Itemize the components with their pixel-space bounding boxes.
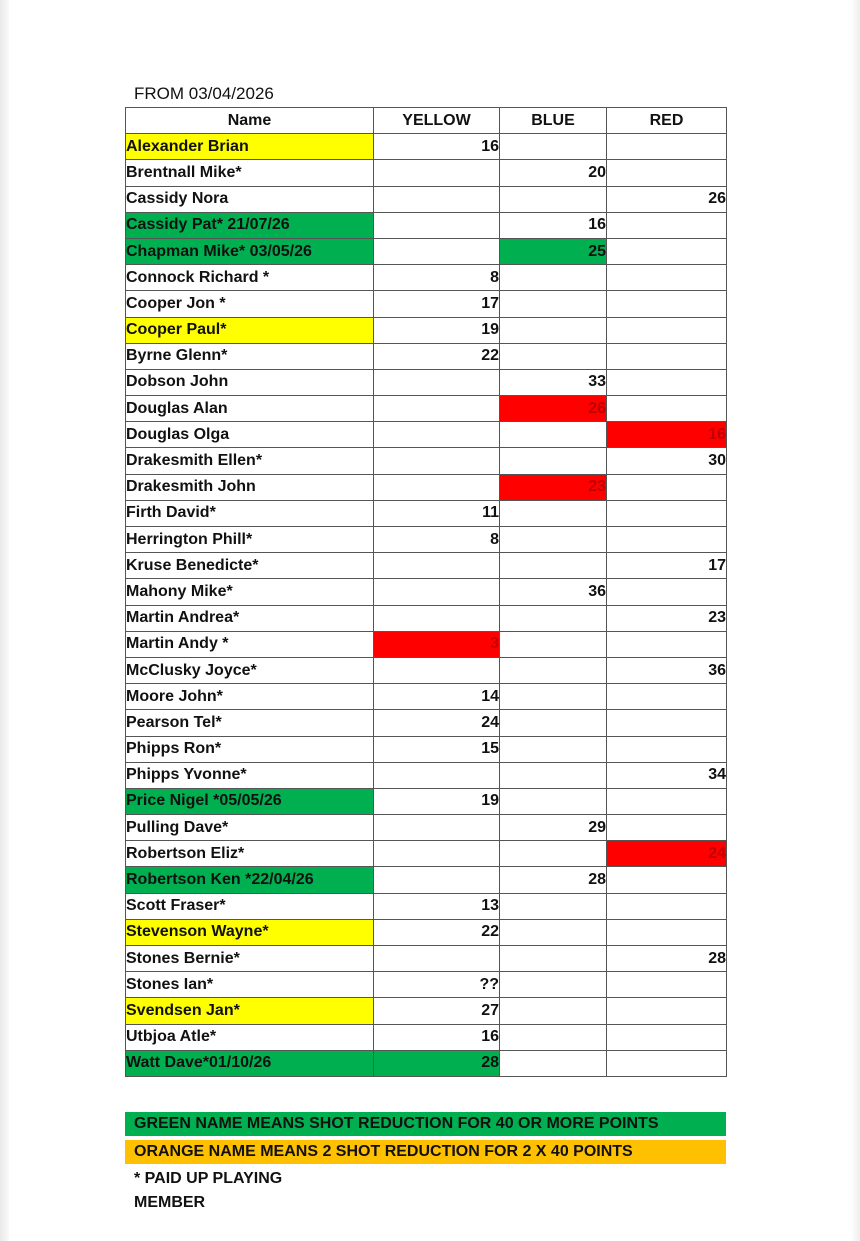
blue-handicap-cell — [500, 265, 607, 291]
blue-handicap-cell — [500, 631, 607, 657]
yellow-handicap-cell: 16 — [374, 1024, 500, 1050]
page-edge-left — [0, 0, 9, 1241]
blue-handicap-cell — [500, 762, 607, 788]
table-row — [126, 212, 727, 238]
column-header-red: RED — [607, 108, 727, 134]
blue-handicap-cell — [500, 972, 607, 998]
blue-handicap-cell — [500, 684, 607, 710]
blue-handicap-cell — [500, 893, 607, 919]
red-handicap-cell — [607, 369, 727, 395]
player-name-cell: Cooper Jon * — [126, 291, 374, 317]
table-row — [126, 186, 727, 212]
blue-handicap-cell: 33 — [500, 369, 607, 395]
player-name-cell: Moore John* — [126, 684, 374, 710]
red-handicap-cell — [607, 684, 727, 710]
red-handicap-cell — [607, 998, 727, 1024]
table-row — [126, 343, 727, 369]
player-name-cell: Herrington Phill* — [126, 527, 374, 553]
player-name-cell: Chapman Mike* 03/05/26 — [126, 238, 374, 264]
yellow-handicap-cell — [374, 396, 500, 422]
blue-handicap-cell — [500, 1024, 607, 1050]
player-name-cell: Brentnall Mike* — [126, 160, 374, 186]
blue-handicap-cell: 28 — [500, 867, 607, 893]
player-name-cell: Drakesmith Ellen* — [126, 448, 374, 474]
red-handicap-cell — [607, 317, 727, 343]
table-row — [126, 1024, 727, 1050]
yellow-handicap-cell — [374, 657, 500, 683]
player-name-cell: Connock Richard * — [126, 265, 374, 291]
player-name-cell: Douglas Alan — [126, 396, 374, 422]
red-handicap-cell — [607, 579, 727, 605]
table-row — [126, 238, 727, 264]
red-handicap-cell — [607, 212, 727, 238]
yellow-handicap-cell — [374, 605, 500, 631]
yellow-handicap-cell: 8 — [374, 527, 500, 553]
red-handicap-cell: 26 — [607, 186, 727, 212]
player-name-cell: Martin Andy * — [126, 631, 374, 657]
red-handicap-cell — [607, 788, 727, 814]
player-name-cell: Martin Andrea* — [126, 605, 374, 631]
red-handicap-cell — [607, 396, 727, 422]
green-legend: GREEN NAME MEANS SHOT REDUCTION FOR 40 OR MORE POINTS — [125, 1112, 726, 1136]
red-handicap-cell — [607, 134, 727, 160]
table-body — [126, 134, 727, 1077]
player-name-cell: Svendsen Jan* — [126, 998, 374, 1024]
from-date-label: FROM 03/04/2026 — [134, 84, 274, 103]
table-row — [126, 631, 727, 657]
player-name-cell: Phipps Yvonne* — [126, 762, 374, 788]
player-name-cell: Byrne Glenn* — [126, 343, 374, 369]
table-row — [126, 972, 727, 998]
player-name-cell: Dobson John — [126, 369, 374, 395]
yellow-handicap-cell: 22 — [374, 919, 500, 945]
yellow-handicap-cell — [374, 867, 500, 893]
red-handicap-cell — [607, 1024, 727, 1050]
red-handicap-cell — [607, 238, 727, 264]
handicap-table — [125, 107, 727, 1077]
yellow-handicap-cell: 19 — [374, 317, 500, 343]
red-handicap-cell: 28 — [607, 946, 727, 972]
red-handicap-cell — [607, 291, 727, 317]
blue-handicap-cell: 16 — [500, 212, 607, 238]
table-row — [126, 160, 727, 186]
yellow-handicap-cell: 14 — [374, 684, 500, 710]
table-row — [126, 946, 727, 972]
table-row — [126, 317, 727, 343]
player-name-cell: Watt Dave*01/10/26 — [126, 1050, 374, 1076]
red-handicap-cell — [607, 919, 727, 945]
table-row — [126, 474, 727, 500]
red-handicap-cell: 17 — [607, 553, 727, 579]
player-name-cell: Stones Ian* — [126, 972, 374, 998]
blue-handicap-cell — [500, 710, 607, 736]
table-row — [126, 998, 727, 1024]
red-handicap-cell — [607, 631, 727, 657]
blue-handicap-cell — [500, 553, 607, 579]
red-handicap-cell — [607, 527, 727, 553]
player-name-cell: Price Nigel *05/05/26 — [126, 788, 374, 814]
yellow-handicap-cell — [374, 448, 500, 474]
yellow-handicap-cell: 11 — [374, 500, 500, 526]
blue-handicap-cell — [500, 841, 607, 867]
table-row — [126, 762, 727, 788]
blue-handicap-cell — [500, 186, 607, 212]
red-handicap-cell: 24 — [607, 841, 727, 867]
yellow-handicap-cell: 13 — [374, 893, 500, 919]
page-edge-right — [852, 0, 860, 1241]
table-row — [126, 265, 727, 291]
yellow-handicap-cell — [374, 238, 500, 264]
yellow-handicap-cell: 27 — [374, 998, 500, 1024]
blue-handicap-cell: 23 — [500, 474, 607, 500]
yellow-handicap-cell: 22 — [374, 343, 500, 369]
red-handicap-cell — [607, 1050, 727, 1076]
blue-handicap-cell — [500, 527, 607, 553]
player-name-cell: Robertson Ken *22/04/26 — [126, 867, 374, 893]
table-row — [126, 710, 727, 736]
player-name-cell: Cassidy Nora — [126, 186, 374, 212]
player-name-cell: Cassidy Pat* 21/07/26 — [126, 212, 374, 238]
table-row — [126, 605, 727, 631]
table-row — [126, 134, 727, 160]
yellow-handicap-cell: 28 — [374, 1050, 500, 1076]
player-name-cell: Kruse Benedicte* — [126, 553, 374, 579]
table-row — [126, 815, 727, 841]
yellow-handicap-cell: 24 — [374, 710, 500, 736]
table-row — [126, 788, 727, 814]
red-handicap-cell — [607, 343, 727, 369]
blue-handicap-cell: 29 — [500, 815, 607, 841]
player-name-cell: Phipps Ron* — [126, 736, 374, 762]
table-row — [126, 553, 727, 579]
table-row — [126, 867, 727, 893]
blue-handicap-cell — [500, 317, 607, 343]
player-name-cell: Drakesmith John — [126, 474, 374, 500]
red-handicap-cell: 36 — [607, 657, 727, 683]
yellow-handicap-cell — [374, 815, 500, 841]
red-handicap-cell — [607, 265, 727, 291]
yellow-handicap-cell — [374, 474, 500, 500]
red-handicap-cell — [607, 160, 727, 186]
blue-handicap-cell — [500, 134, 607, 160]
table-row — [126, 736, 727, 762]
yellow-handicap-cell — [374, 946, 500, 972]
red-handicap-cell — [607, 474, 727, 500]
player-name-cell: Firth David* — [126, 500, 374, 526]
blue-handicap-cell — [500, 788, 607, 814]
table-row — [126, 291, 727, 317]
yellow-handicap-cell: ?? — [374, 972, 500, 998]
player-name-cell: McClusky Joyce* — [126, 657, 374, 683]
yellow-handicap-cell: 3 — [374, 631, 500, 657]
column-header-blue: BLUE — [500, 108, 607, 134]
yellow-handicap-cell: 16 — [374, 134, 500, 160]
blue-handicap-cell — [500, 448, 607, 474]
blue-handicap-cell — [500, 946, 607, 972]
yellow-handicap-cell — [374, 579, 500, 605]
red-handicap-cell — [607, 736, 727, 762]
yellow-handicap-cell — [374, 422, 500, 448]
blue-handicap-cell — [500, 422, 607, 448]
table-row — [126, 841, 727, 867]
table-row — [126, 500, 727, 526]
yellow-handicap-cell — [374, 369, 500, 395]
player-name-cell: Pulling Dave* — [126, 815, 374, 841]
player-name-cell: Pearson Tel* — [126, 710, 374, 736]
table-row — [126, 396, 727, 422]
table-header-row — [126, 108, 727, 134]
blue-handicap-cell — [500, 736, 607, 762]
yellow-handicap-cell: 17 — [374, 291, 500, 317]
red-handicap-cell — [607, 972, 727, 998]
blue-handicap-cell: 20 — [500, 160, 607, 186]
red-handicap-cell — [607, 500, 727, 526]
column-header-yellow: YELLOW — [374, 108, 500, 134]
table-row — [126, 579, 727, 605]
yellow-handicap-cell — [374, 762, 500, 788]
yellow-handicap-cell — [374, 186, 500, 212]
red-handicap-cell: 30 — [607, 448, 727, 474]
table-row — [126, 919, 727, 945]
yellow-handicap-cell — [374, 212, 500, 238]
player-name-cell: Stevenson Wayne* — [126, 919, 374, 945]
red-handicap-cell: 16 — [607, 422, 727, 448]
column-header-name: Name — [126, 108, 374, 134]
yellow-handicap-cell — [374, 160, 500, 186]
red-handicap-cell: 23 — [607, 605, 727, 631]
player-name-cell: Douglas Olga — [126, 422, 374, 448]
table-row — [126, 657, 727, 683]
blue-handicap-cell — [500, 998, 607, 1024]
yellow-handicap-cell — [374, 553, 500, 579]
player-name-cell: Mahony Mike* — [126, 579, 374, 605]
player-name-cell: Stones Bernie* — [126, 946, 374, 972]
blue-handicap-cell: 36 — [500, 579, 607, 605]
paid-up-footnote: * PAID UP PLAYING MEMBER — [134, 1170, 283, 1211]
table-row — [126, 422, 727, 448]
orange-legend: ORANGE NAME MEANS 2 SHOT REDUCTION FOR 2 X 40 POINTS — [125, 1140, 726, 1164]
yellow-handicap-cell: 8 — [374, 265, 500, 291]
blue-handicap-cell — [500, 343, 607, 369]
red-handicap-cell — [607, 815, 727, 841]
table-row — [126, 893, 727, 919]
table-row — [126, 527, 727, 553]
table-row — [126, 1050, 727, 1076]
player-name-cell: Robertson Eliz* — [126, 841, 374, 867]
player-name-cell: Scott Fraser* — [126, 893, 374, 919]
blue-handicap-cell — [500, 657, 607, 683]
table-row — [126, 448, 727, 474]
blue-handicap-cell — [500, 291, 607, 317]
red-handicap-cell — [607, 893, 727, 919]
player-name-cell: Alexander Brian — [126, 134, 374, 160]
blue-handicap-cell — [500, 1050, 607, 1076]
yellow-handicap-cell: 19 — [374, 788, 500, 814]
blue-handicap-cell — [500, 500, 607, 526]
blue-handicap-cell — [500, 605, 607, 631]
table-row — [126, 369, 727, 395]
blue-handicap-cell: 26 — [500, 396, 607, 422]
red-handicap-cell — [607, 867, 727, 893]
player-name-cell: Cooper Paul* — [126, 317, 374, 343]
blue-handicap-cell: 25 — [500, 238, 607, 264]
player-name-cell: Utbjoa Atle* — [126, 1024, 374, 1050]
red-handicap-cell — [607, 710, 727, 736]
yellow-handicap-cell: 15 — [374, 736, 500, 762]
yellow-handicap-cell — [374, 841, 500, 867]
blue-handicap-cell — [500, 919, 607, 945]
red-handicap-cell: 34 — [607, 762, 727, 788]
table-row — [126, 684, 727, 710]
